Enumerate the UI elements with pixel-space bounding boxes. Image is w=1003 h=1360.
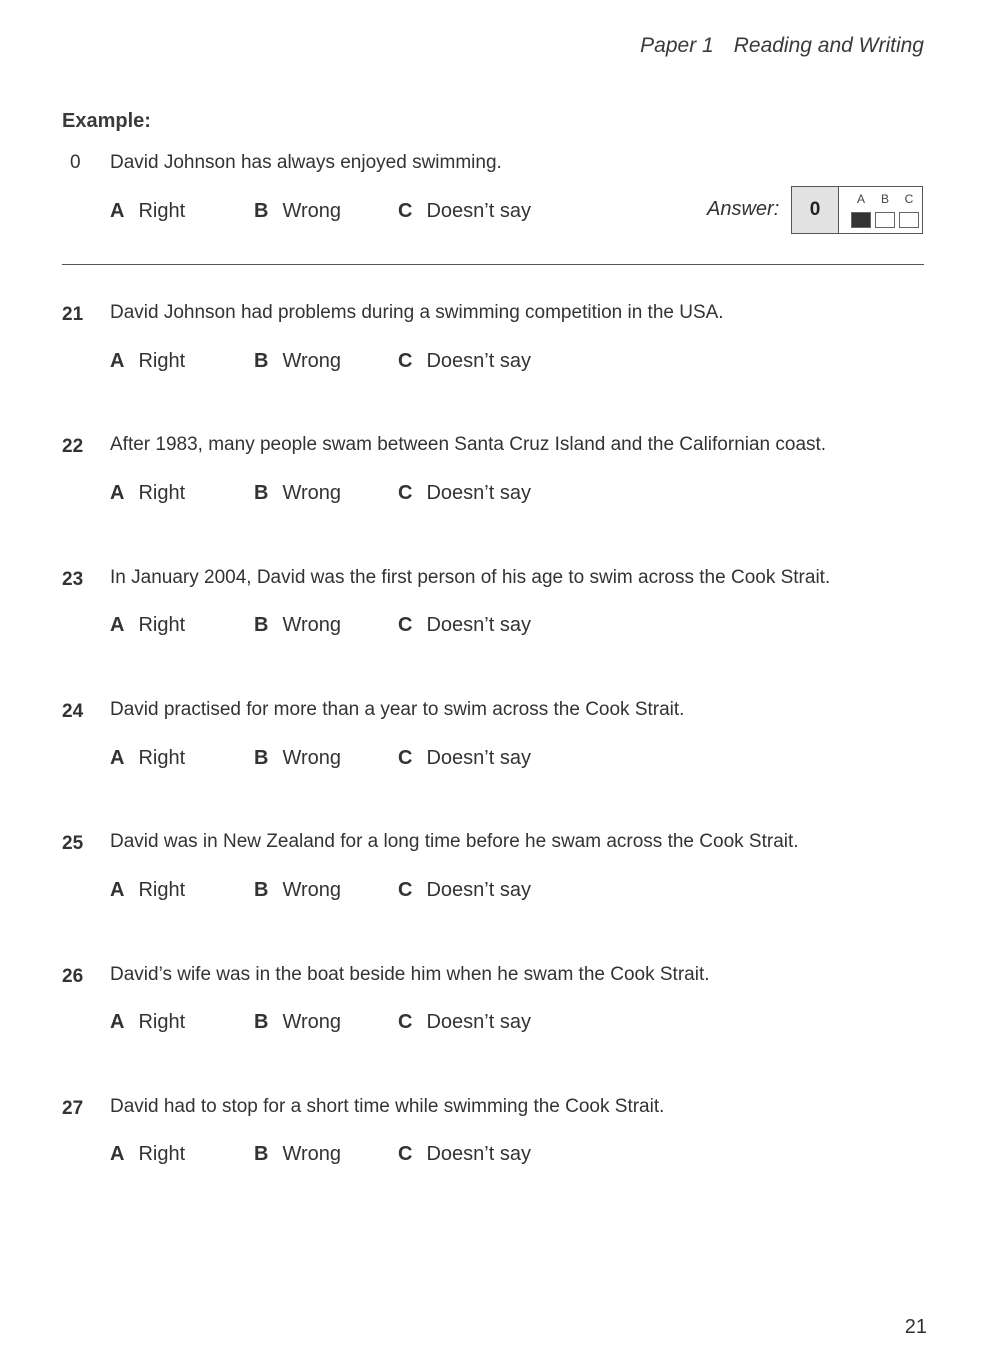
option-letter: C	[398, 1143, 413, 1165]
option-a[interactable]	[110, 879, 185, 902]
option-c[interactable]	[398, 350, 531, 373]
option-letter: C	[398, 482, 413, 504]
option-c[interactable]	[398, 747, 531, 770]
example-heading: Example:	[62, 110, 151, 132]
option-label: Right	[138, 200, 186, 222]
question-number: 27	[62, 1098, 84, 1119]
option-label: Wrong	[282, 482, 341, 504]
option-label: Doesn’t say	[426, 1143, 531, 1165]
option-letter: A	[110, 1143, 125, 1165]
option-a[interactable]	[110, 1143, 185, 1166]
option-letter: C	[398, 1011, 413, 1033]
question-number: 25	[62, 833, 84, 854]
option-b[interactable]	[254, 482, 341, 505]
option-label: Wrong	[282, 879, 341, 901]
question-text: David practised for more than a year to swim across the Cook Strait.	[110, 699, 685, 720]
option-a	[110, 200, 185, 223]
answer-label: Answer:	[707, 198, 780, 220]
option-label: Right	[138, 614, 186, 636]
option-label: Doesn’t say	[426, 1011, 531, 1033]
question-number: 26	[62, 966, 84, 987]
option-b[interactable]	[254, 879, 341, 902]
option-label: Right	[138, 879, 186, 901]
option-label: Wrong	[282, 747, 341, 769]
option-letter: A	[110, 747, 125, 769]
section-label: Reading and Writing	[733, 34, 924, 57]
option-letter: B	[254, 879, 269, 901]
option-c	[398, 200, 531, 223]
option-letter: B	[254, 1143, 269, 1165]
answer-box-options	[839, 187, 922, 233]
option-label: Wrong	[282, 1011, 341, 1033]
option-letter: B	[254, 614, 269, 636]
option-label: Wrong	[282, 350, 341, 372]
option-b	[254, 200, 341, 223]
option-letter: A	[110, 350, 125, 372]
question-number: 22	[62, 436, 84, 457]
option-b[interactable]	[254, 1011, 341, 1034]
option-letter: A	[110, 1011, 125, 1033]
option-label: Doesn’t say	[426, 482, 531, 504]
option-b[interactable]	[254, 1143, 341, 1166]
section-divider	[62, 264, 924, 265]
answer-cell-c	[899, 212, 919, 228]
option-letter: B	[254, 747, 269, 769]
option-a[interactable]	[110, 482, 185, 505]
answer-box-number: 0	[792, 187, 839, 233]
option-letter: A	[110, 482, 125, 504]
option-b[interactable]	[254, 614, 341, 637]
option-label: Doesn’t say	[426, 879, 531, 901]
question-text: In January 2004, David was the first person of his age to swim across the Cook Strait.	[110, 567, 831, 588]
option-letter: C	[398, 614, 413, 636]
option-label: Doesn’t say	[426, 747, 531, 769]
option-letter: B	[254, 482, 269, 504]
option-letter: A	[110, 879, 125, 901]
option-label: Doesn’t say	[426, 200, 531, 222]
option-c[interactable]	[398, 879, 531, 902]
question-text: David had to stop for a short time while swimming the Cook Strait.	[110, 1096, 665, 1117]
option-label: Right	[138, 350, 186, 372]
option-letter: B	[254, 200, 269, 222]
option-letter: A	[110, 614, 125, 636]
option-label: Doesn’t say	[426, 350, 531, 372]
option-c[interactable]	[398, 482, 531, 505]
option-c[interactable]	[398, 1011, 531, 1034]
option-label: Right	[138, 1011, 186, 1033]
option-a[interactable]	[110, 1011, 185, 1034]
option-label: Right	[138, 747, 186, 769]
option-letter: C	[398, 747, 413, 769]
example-question-text: David Johnson has always enjoyed swimming.	[110, 152, 502, 173]
option-label: Doesn’t say	[426, 614, 531, 636]
option-label: Wrong	[282, 614, 341, 636]
paper-label: Paper 1	[640, 34, 714, 57]
option-a[interactable]	[110, 350, 185, 373]
option-letter: C	[398, 879, 413, 901]
question-text: After 1983, many people swam between Santa Cruz Island and the Californian coast.	[110, 434, 827, 455]
answer-box	[791, 186, 923, 234]
option-letter: A	[110, 200, 125, 222]
option-b[interactable]	[254, 350, 341, 373]
option-letter: C	[398, 350, 413, 372]
option-label: Right	[138, 482, 186, 504]
option-label: Right	[138, 1143, 186, 1165]
answer-letter-a: A	[856, 192, 865, 206]
question-number: 24	[62, 701, 84, 722]
page-number: 21	[904, 1316, 927, 1338]
question-number: 23	[62, 569, 84, 590]
option-a[interactable]	[110, 747, 185, 770]
answer-letter-c: C	[904, 192, 914, 206]
question-text: David was in New Zealand for a long time before he swam across the Cook Strait.	[110, 831, 799, 852]
question-number: 21	[62, 304, 84, 325]
answer-cells	[851, 212, 923, 228]
answer-cell-b	[875, 212, 895, 228]
option-c[interactable]	[398, 614, 531, 637]
answer-letter-b: B	[880, 192, 889, 206]
option-letter: B	[254, 350, 269, 372]
question-text: David Johnson had problems during a swimming competition in the USA.	[110, 302, 724, 323]
option-letter: B	[254, 1011, 269, 1033]
option-a[interactable]	[110, 614, 185, 637]
option-c[interactable]	[398, 1143, 531, 1166]
option-letter: C	[398, 200, 413, 222]
option-label: Wrong	[282, 200, 341, 222]
example-number: 0	[70, 152, 81, 173]
answer-box-letters	[849, 192, 921, 206]
option-label: Wrong	[282, 1143, 341, 1165]
option-b[interactable]	[254, 747, 341, 770]
question-text: David’s wife was in the boat beside him when he swam the Cook Strait.	[110, 964, 710, 985]
page-header	[640, 34, 924, 58]
answer-cell-a	[851, 212, 871, 228]
